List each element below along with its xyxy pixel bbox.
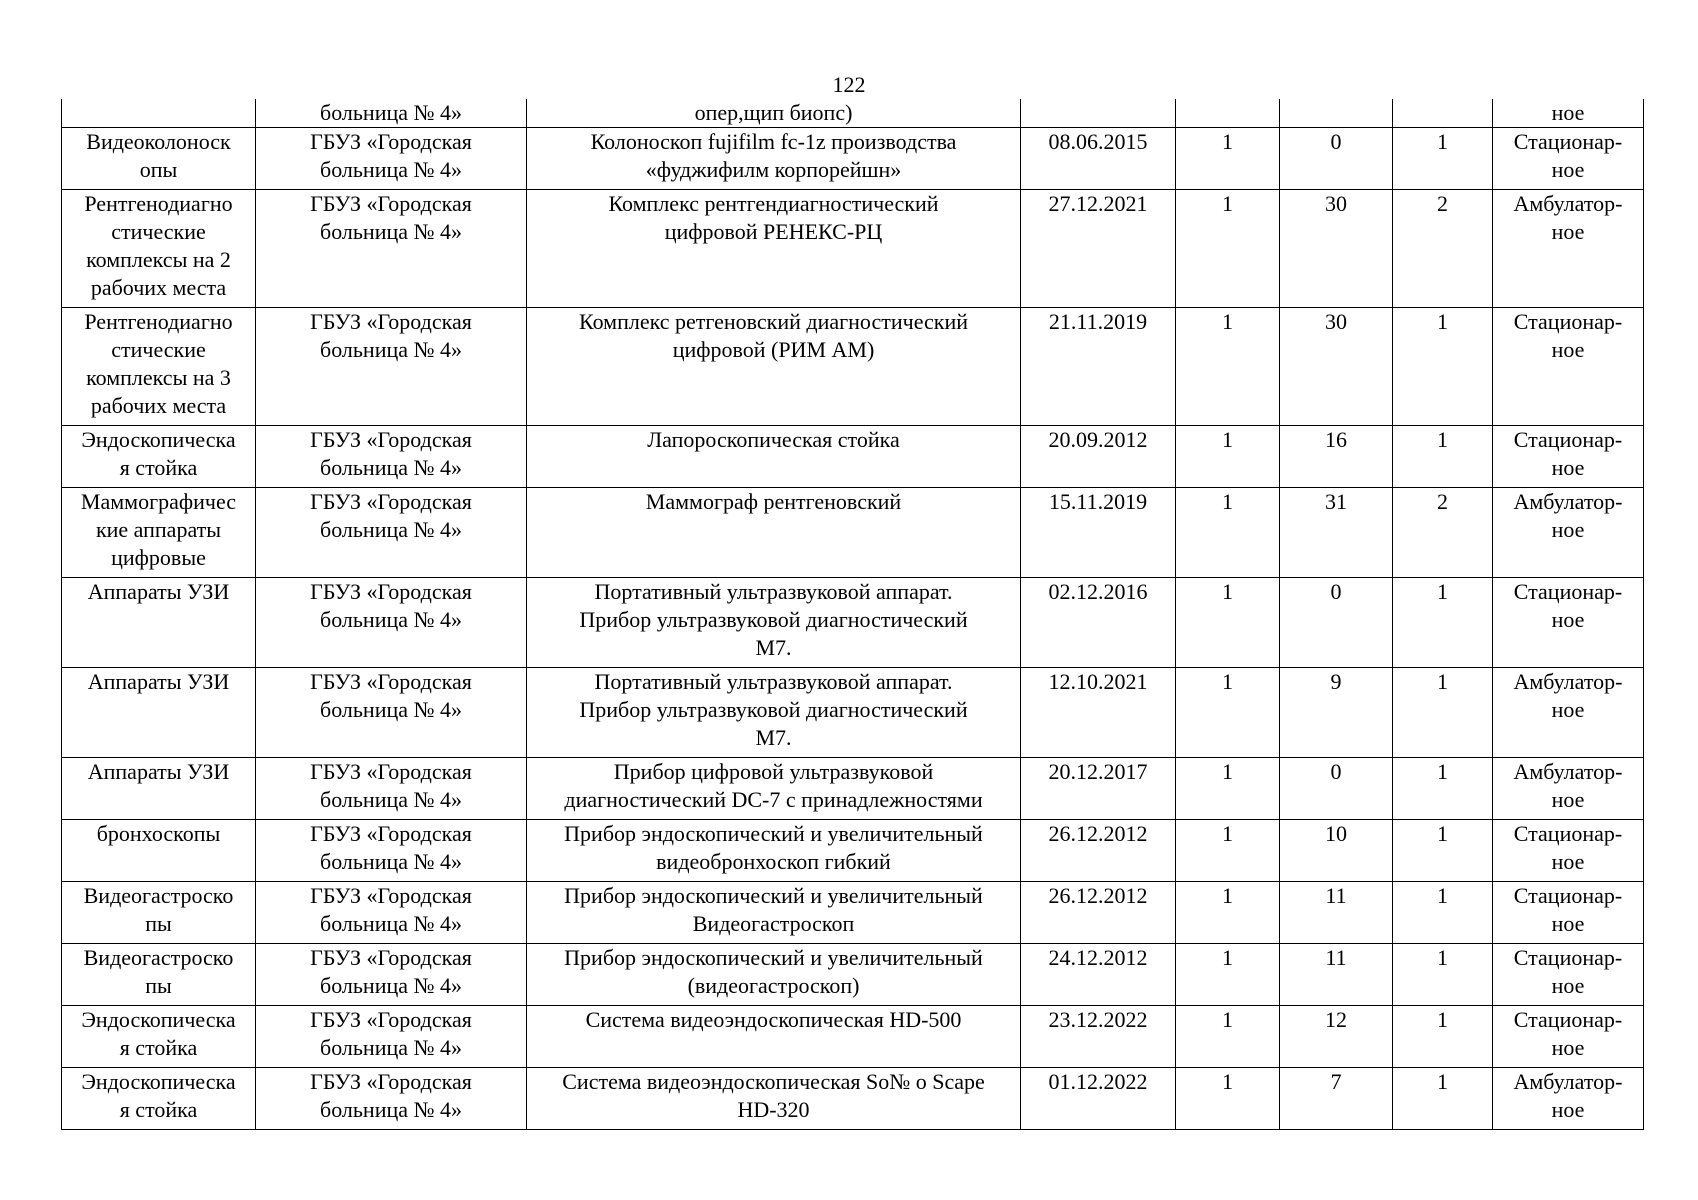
cell-organization: ГБУЗ «Городская больница № 4» [256,944,527,1006]
cell-care-mode: Амбулатор- ное [1493,1068,1644,1130]
cell-shifts: 1 [1393,820,1493,882]
cell-quantity: 1 [1176,190,1280,308]
cell-date: 21.11.2019 [1021,308,1176,426]
cell-wear: 7 [1280,1068,1393,1130]
cell-care-mode: Стационар- ное [1493,944,1644,1006]
cell-model: Система видеоэндоскопическая HD-500 [527,1006,1021,1068]
table-row [62,128,1644,190]
cell-care-mode: Стационар- ное [1493,882,1644,944]
cell-model: Лапороскопическая стойка [527,426,1021,488]
cell-model: Прибор эндоскопический и увеличительный (видеогастроскоп) [527,944,1021,1006]
cell-shifts: 1 [1393,1068,1493,1130]
cell-date [1021,99,1176,128]
cell-equipment-type: Аппараты УЗИ [62,668,256,758]
cell-model: Маммограф рентгеновский [527,488,1021,578]
cell-shifts: 2 [1393,190,1493,308]
table-row [62,882,1644,944]
cell-equipment-type: Видеогастроско пы [62,944,256,1006]
cell-care-mode: Амбулатор- ное [1493,758,1644,820]
cell-wear: 11 [1280,882,1393,944]
cell-care-mode: Стационар- ное [1493,820,1644,882]
cell-organization: ГБУЗ «Городская больница № 4» [256,128,527,190]
cell-model: опер,щип биопс) [527,99,1021,128]
cell-shifts: 1 [1393,128,1493,190]
table-row [62,488,1644,578]
cell-shifts: 1 [1393,426,1493,488]
table-row [62,820,1644,882]
cell-wear: 30 [1280,308,1393,426]
cell-quantity: 1 [1176,578,1280,668]
cell-wear: 0 [1280,758,1393,820]
cell-wear: 0 [1280,578,1393,668]
cell-care-mode: Стационар- ное [1493,1006,1644,1068]
cell-wear: 11 [1280,944,1393,1006]
table-row-continuation [62,99,1644,128]
table-row [62,1006,1644,1068]
cell-model: Прибор эндоскопический и увеличительный Видеогастроскоп [527,882,1021,944]
cell-care-mode: Стационар- ное [1493,426,1644,488]
cell-shifts: 1 [1393,758,1493,820]
cell-shifts: 1 [1393,882,1493,944]
cell-organization: ГБУЗ «Городская больница № 4» [256,308,527,426]
cell-organization: ГБУЗ «Городская больница № 4» [256,488,527,578]
cell-date: 26.12.2012 [1021,882,1176,944]
table-row [62,668,1644,758]
cell-equipment-type: бронхоскопы [62,820,256,882]
table-row [62,944,1644,1006]
cell-quantity: 1 [1176,1006,1280,1068]
cell-wear: 10 [1280,820,1393,882]
cell-equipment-type: Видеоколоноск опы [62,128,256,190]
cell-care-mode: ное [1493,99,1644,128]
cell-equipment-type: Эндоскопическа я стойка [62,426,256,488]
cell-care-mode: Стационар- ное [1493,128,1644,190]
cell-wear: 30 [1280,190,1393,308]
cell-equipment-type: Эндоскопическа я стойка [62,1068,256,1130]
cell-wear: 12 [1280,1006,1393,1068]
cell-organization: ГБУЗ «Городская больница № 4» [256,190,527,308]
cell-shifts: 1 [1393,578,1493,668]
cell-organization: ГБУЗ «Городская больница № 4» [256,820,527,882]
cell-shifts: 2 [1393,488,1493,578]
cell-wear: 9 [1280,668,1393,758]
cell-care-mode: Амбулатор- ное [1493,668,1644,758]
cell-model: Колоноскоп fujifilm fc-1z производства «фуджифилм корпорейшн» [527,128,1021,190]
cell-date: 08.06.2015 [1021,128,1176,190]
page-number: 122 [832,72,866,97]
table-row [62,578,1644,668]
cell-shifts: 1 [1393,668,1493,758]
cell-model: Прибор эндоскопический и увеличительный видеобронхоскоп гибкий [527,820,1021,882]
cell-equipment-type: Эндоскопическа я стойка [62,1006,256,1068]
cell-date: 01.12.2022 [1021,1068,1176,1130]
table-row [62,190,1644,308]
cell-date: 26.12.2012 [1021,820,1176,882]
cell-date: 27.12.2021 [1021,190,1176,308]
cell-shifts: 1 [1393,1006,1493,1068]
equipment-table-body [62,99,1644,1130]
cell-quantity: 1 [1176,488,1280,578]
cell-model: Комплекс рентгендиагностический цифровой РЕНЕКС-РЦ [527,190,1021,308]
cell-equipment-type: Аппараты УЗИ [62,578,256,668]
cell-organization: ГБУЗ «Городская больница № 4» [256,758,527,820]
cell-date: 23.12.2022 [1021,1006,1176,1068]
cell-model: Портативный ультразвуковой аппарат. Прибор ультразвуковой диагностический М7. [527,668,1021,758]
table-row [62,308,1644,426]
cell-organization: ГБУЗ «Городская больница № 4» [256,1068,527,1130]
table-row [62,426,1644,488]
cell-date: 15.11.2019 [1021,488,1176,578]
table-row [62,1068,1644,1130]
cell-organization: ГБУЗ «Городская больница № 4» [256,578,527,668]
cell-wear: 0 [1280,128,1393,190]
cell-quantity: 1 [1176,944,1280,1006]
cell-wear [1280,99,1393,128]
cell-model: Прибор цифровой ультразвуковой диагностический DC-7 с принадлежностями [527,758,1021,820]
cell-date: 12.10.2021 [1021,668,1176,758]
cell-quantity: 1 [1176,1068,1280,1130]
cell-equipment-type [62,99,256,128]
cell-model: Комплекс ретгеновский диагностический цифровой (РИМ АМ) [527,308,1021,426]
cell-organization: ГБУЗ «Городская больница № 4» [256,426,527,488]
cell-organization: ГБУЗ «Городская больница № 4» [256,882,527,944]
table-row [62,758,1644,820]
cell-equipment-type: Рентгенодиагно стические комплексы на 2 рабочих места [62,190,256,308]
cell-quantity: 1 [1176,426,1280,488]
cell-shifts: 1 [1393,944,1493,1006]
cell-shifts: 1 [1393,308,1493,426]
equipment-table [61,99,1644,1130]
cell-equipment-type: Аппараты УЗИ [62,758,256,820]
cell-organization: ГБУЗ «Городская больница № 4» [256,668,527,758]
cell-wear: 16 [1280,426,1393,488]
cell-care-mode: Стационар- ное [1493,308,1644,426]
cell-quantity: 1 [1176,128,1280,190]
cell-quantity: 1 [1176,308,1280,426]
cell-date: 24.12.2012 [1021,944,1176,1006]
cell-model: Портативный ультразвуковой аппарат. Прибор ультразвуковой диагностический М7. [527,578,1021,668]
cell-date: 20.12.2017 [1021,758,1176,820]
cell-date: 02.12.2016 [1021,578,1176,668]
cell-date: 20.09.2012 [1021,426,1176,488]
cell-care-mode: Амбулатор- ное [1493,488,1644,578]
cell-quantity: 1 [1176,882,1280,944]
cell-model: Система видеоэндоскопическая So№ o Scape HD-320 [527,1068,1021,1130]
cell-care-mode: Амбулатор- ное [1493,190,1644,308]
cell-quantity: 1 [1176,758,1280,820]
cell-equipment-type: Рентгенодиагно стические комплексы на 3 рабочих места [62,308,256,426]
cell-equipment-type: Маммографичес кие аппараты цифровые [62,488,256,578]
cell-shifts [1393,99,1493,128]
cell-quantity [1176,99,1280,128]
cell-quantity: 1 [1176,820,1280,882]
cell-care-mode: Стационар- ное [1493,578,1644,668]
cell-organization: больница № 4» [256,99,527,128]
cell-wear: 31 [1280,488,1393,578]
cell-quantity: 1 [1176,668,1280,758]
cell-equipment-type: Видеогастроско пы [62,882,256,944]
cell-organization: ГБУЗ «Городская больница № 4» [256,1006,527,1068]
